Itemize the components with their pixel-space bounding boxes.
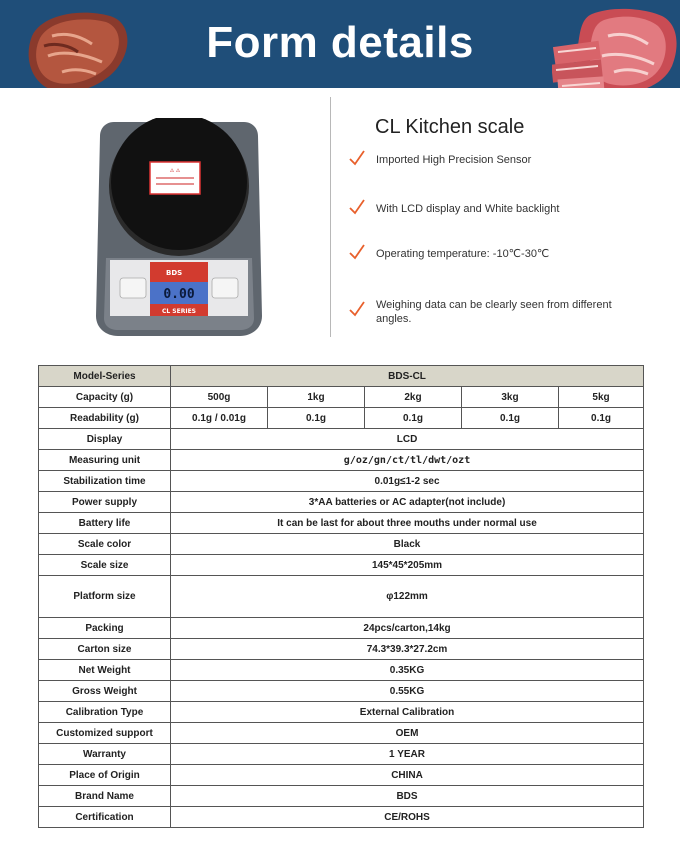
row-label: Power supply (39, 492, 171, 513)
product-title: CL Kitchen scale (375, 116, 525, 138)
table-row (39, 366, 644, 387)
row-value: Black (171, 534, 644, 555)
row-value: CHINA (171, 765, 644, 786)
row-label: Model-Series (39, 366, 171, 387)
checkmark-icon (348, 243, 366, 261)
table-row (39, 408, 644, 429)
row-label: Capacity (g) (39, 387, 171, 408)
row-value: BDS-CL (171, 366, 644, 387)
table-row (39, 471, 644, 492)
banner (0, 0, 680, 88)
table-row (39, 429, 644, 450)
readability-cell: 0.1g (268, 408, 365, 429)
row-value: 3*AA batteries or AC adapter(not include) (171, 492, 644, 513)
row-label: Battery life (39, 513, 171, 534)
table-row (39, 492, 644, 513)
row-value: g/oz/gn/ct/tl/dwt/ozt (171, 450, 644, 471)
raw-meat-image-right (552, 6, 680, 88)
brand-logo: BDS (166, 269, 183, 277)
feature-text: Imported High Precision Sensor (376, 154, 532, 166)
table-row (39, 660, 644, 681)
row-label: Calibration Type (39, 702, 171, 723)
lcd-reading: 0.00 (163, 287, 195, 302)
checkmark-icon (348, 149, 366, 167)
row-value: 0.55KG (171, 681, 644, 702)
row-label: Readability (g) (39, 408, 171, 429)
row-label: Net Weight (39, 660, 171, 681)
table-row (39, 618, 644, 639)
row-label: Stabilization time (39, 471, 171, 492)
row-value: 0.35KG (171, 660, 644, 681)
row-label: Display (39, 429, 171, 450)
row-label: Certification (39, 807, 171, 828)
table-row (39, 702, 644, 723)
readability-cell: 0.1g (365, 408, 462, 429)
row-value: External Calibration (171, 702, 644, 723)
series-label: CL SERIES (161, 308, 197, 315)
table-row (39, 576, 644, 618)
table-row (39, 639, 644, 660)
row-value: BDS (171, 786, 644, 807)
capacity-cell: 2kg (365, 387, 462, 408)
row-label: Warranty (39, 744, 171, 765)
table-row (39, 513, 644, 534)
kitchen-scale-image (96, 118, 262, 336)
row-label: Place of Origin (39, 765, 171, 786)
row-label: Brand Name (39, 786, 171, 807)
row-value: 145*45*205mm (171, 555, 644, 576)
svg-text:⚠ ⚠: ⚠ ⚠ (169, 168, 181, 174)
readability-cell: 0.1g (559, 408, 644, 429)
feature-text: Weighing data can be clearly seen from different angles. (376, 299, 612, 325)
row-value: It can be last for about three mouths under normal use (171, 513, 644, 534)
readability-cell: 0.1g / 0.01g (171, 408, 268, 429)
vertical-divider (330, 97, 331, 337)
spec-table (38, 365, 644, 828)
feature-text: With LCD display and White backlight (376, 203, 560, 215)
row-label: Customized support (39, 723, 171, 744)
table-row (39, 534, 644, 555)
table-row (39, 723, 644, 744)
row-value: 24pcs/carton,14kg (171, 618, 644, 639)
capacity-cell: 500g (171, 387, 268, 408)
capacity-cell: 1kg (268, 387, 365, 408)
capacity-cell: 5kg (559, 387, 644, 408)
table-row (39, 450, 644, 471)
table-row (39, 807, 644, 828)
row-value: LCD (171, 429, 644, 450)
row-label: Scale size (39, 555, 171, 576)
row-value: CE/ROHS (171, 807, 644, 828)
readability-cell: 0.1g (462, 408, 559, 429)
capacity-cell: 3kg (462, 387, 559, 408)
row-value: 0.01g≤1-2 sec (171, 471, 644, 492)
row-label: Scale color (39, 534, 171, 555)
row-value: 1 YEAR (171, 744, 644, 765)
row-label: Carton size (39, 639, 171, 660)
checkmark-icon (348, 198, 366, 216)
row-label: Platform size (39, 576, 171, 618)
table-row (39, 786, 644, 807)
row-value: 74.3*39.3*27.2cm (171, 639, 644, 660)
row-value: φ122mm (171, 576, 644, 618)
table-row (39, 555, 644, 576)
table-row (39, 681, 644, 702)
row-label: Gross Weight (39, 681, 171, 702)
feature-text: Operating temperature: -10℃-30℃ (376, 248, 550, 260)
row-value: OEM (171, 723, 644, 744)
row-label: Measuring unit (39, 450, 171, 471)
banner-title: Form details (206, 18, 474, 67)
checkmark-icon (348, 300, 366, 318)
row-label: Packing (39, 618, 171, 639)
table-row (39, 765, 644, 786)
table-row (39, 744, 644, 765)
table-row (39, 387, 644, 408)
